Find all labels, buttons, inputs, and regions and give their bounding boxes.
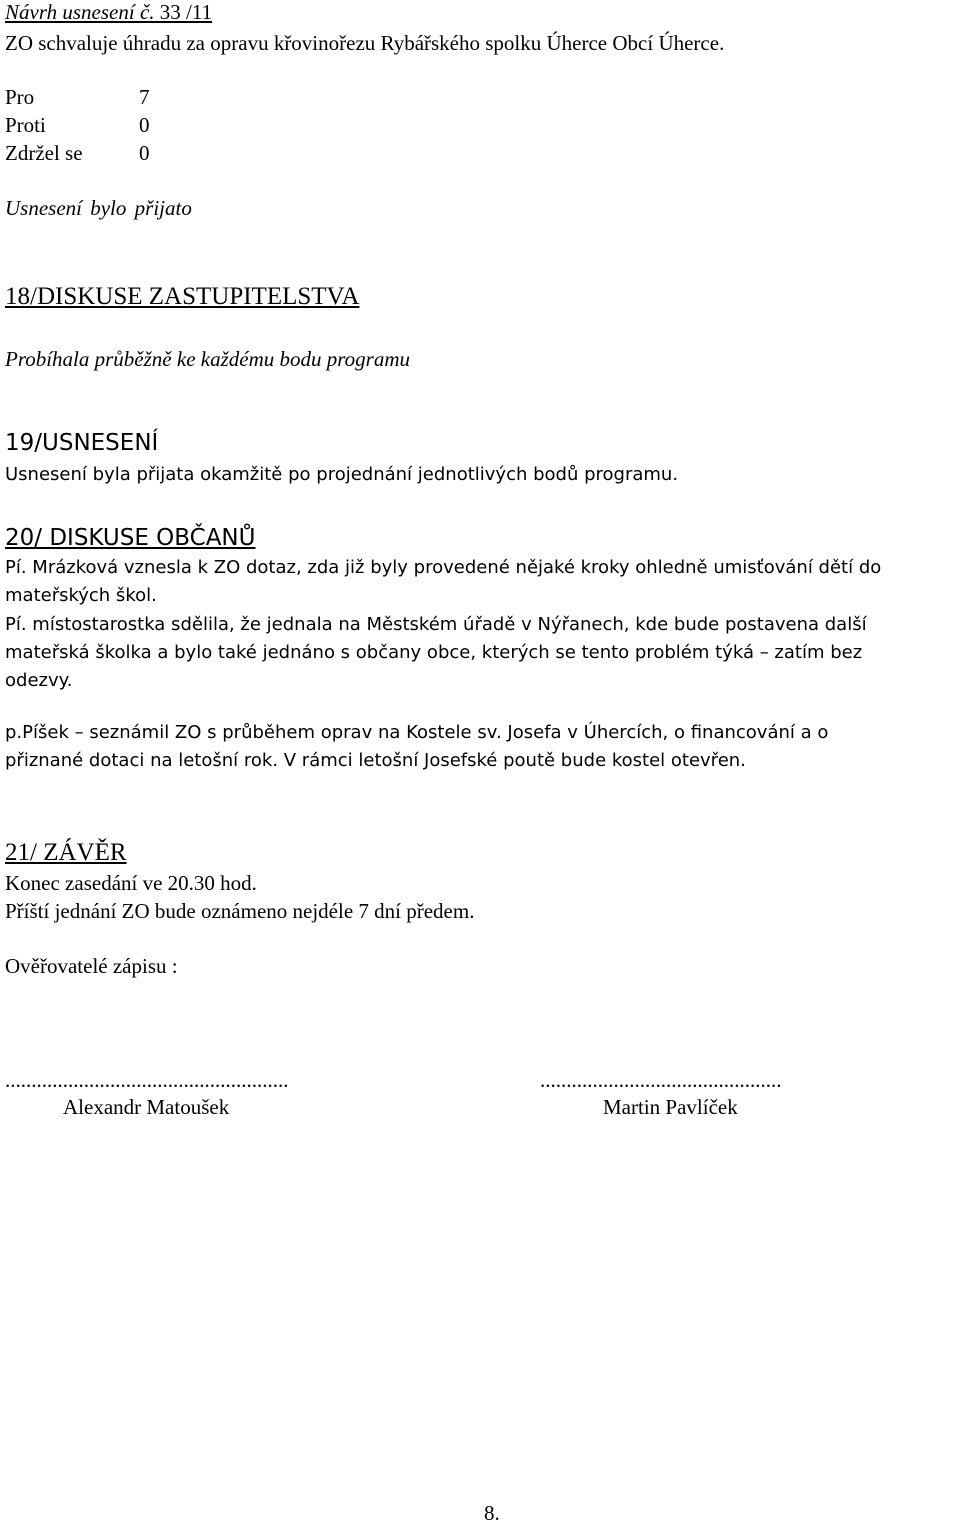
signature-name: Alexandr Matoušek [63,1095,230,1119]
section-21-heading: 21/ ZÁVĚR [5,839,127,866]
section-21-line: Příští jednání ZO bude oznámeno nejdéle 7 dní předem. [5,899,475,923]
vote-row-against [5,113,150,137]
vote-row-abstain [5,141,150,165]
signature-line: ...................................................... [5,1068,289,1092]
signature-line: .............................................. [540,1068,782,1092]
vote-value: 0 [139,113,150,137]
resolution-title-label: Návrh usnesení č. [5,0,155,24]
resolution-result: Usnesení bylo přijato [5,196,192,220]
vote-label: Pro [5,85,35,109]
section-20-line: přiznané dotaci na letošní rok. V rámci letošní Josefské poutě bude kostel otevřen. [5,750,746,771]
resolution-title [5,0,212,24]
section-18-heading: 18/DISKUSE ZASTUPITELSTVA [5,283,360,310]
signature-block-1 [5,1068,357,1120]
vote-value: 0 [139,141,150,165]
resolution-text: ZO schvaluje úhradu za opravu křovinořezu Rybářského spolku Úherce Obcí Úherce. [5,31,725,55]
section-19-text: Usnesení byla přijata okamžitě po projednání jednotlivých bodů programu. [5,464,679,485]
section-20-line: Pí. místostarostka sdělila, že jednala na Městském úřadě v Nýřanech, kde bude postavena další [5,614,867,635]
signature-name: Martin Pavlíček [603,1095,738,1119]
vote-label: Proti [5,113,46,137]
verifiers-label: Ověřovatelé zápisu : [5,954,178,978]
vote-label: Zdržel se [5,141,83,165]
section-20-line: Pí. Mrázková vznesla k ZO dotaz, zda již byly provedené nějaké kroky ohledně umisťování dětí do [5,557,882,578]
section-21-line: Konec zasedání ve 20.30 hod. [5,871,257,895]
section-20-line: p.Píšek – seznámil ZO s průběhem oprav na Kostele sv. Josefa v Úhercích, o financování a o [5,722,829,743]
section-20-line: mateřská školka a bylo také jednáno s občany obce, kterých se tento problém týká – zatím bez [5,642,863,663]
vote-value: 7 [139,85,150,109]
section-18-text: Probíhala průběžně ke každému bodu programu [5,347,410,371]
section-20-line: odezvy. [5,670,73,691]
page-number: 8. [484,1501,500,1525]
signature-block-2 [540,1068,840,1120]
vote-row-for [5,85,150,109]
section-20-line: mateřských škol. [5,585,157,606]
section-19-heading: 19/USNESENÍ [5,430,159,456]
resolution-number: 33 /11 [154,0,213,24]
section-20-heading: 20/ DISKUSE OBČANŮ [5,525,256,551]
